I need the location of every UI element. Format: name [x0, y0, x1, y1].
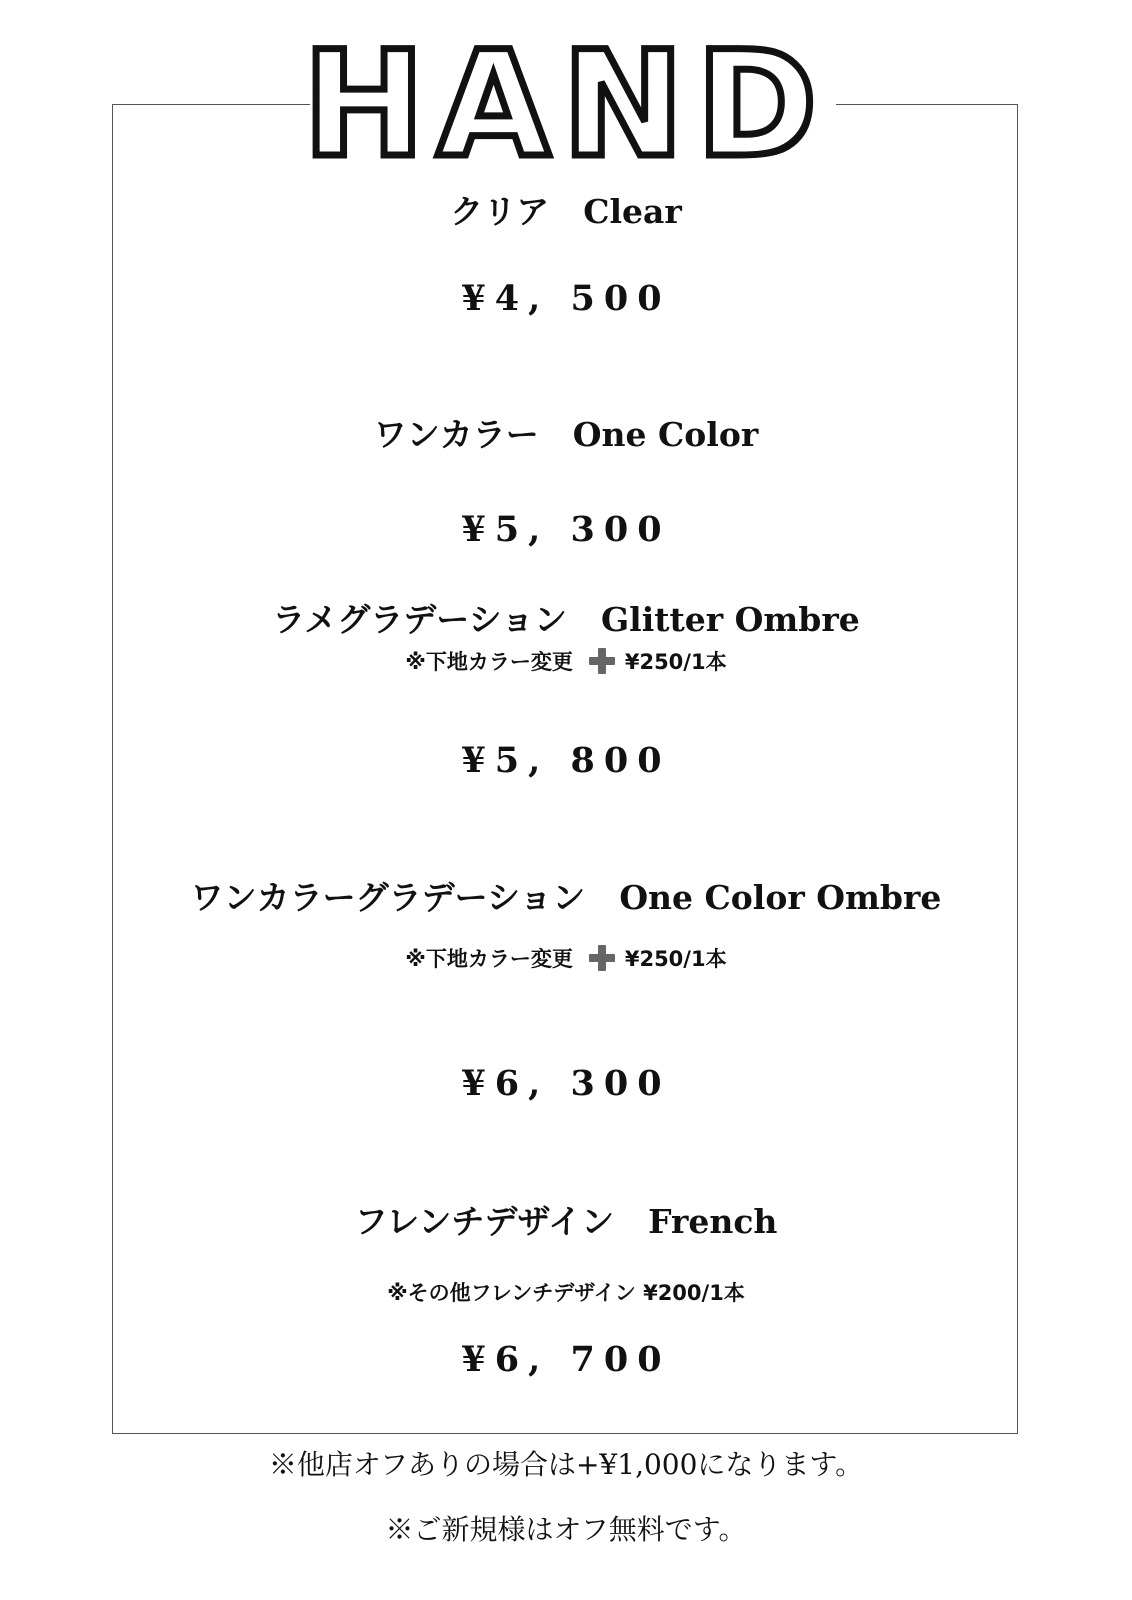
item-glitter-ombre-note-post: ¥250/1本 — [624, 650, 727, 674]
item-clear-name-ja: クリア — [450, 192, 550, 231]
footer-note-other-salon-off: ※他店オフありの場合は+¥1,000になります。 — [268, 1448, 864, 1481]
item-glitter-ombre-name-ja: ラメグラデーション — [272, 600, 567, 639]
item-clear-price: ¥4, 500 — [461, 278, 671, 319]
item-one-color-ombre-name-ja: ワンカラーグラデーション — [190, 878, 586, 917]
item-one-color-ombre-name-en: One Color Ombre — [619, 878, 942, 917]
item-one-color-ombre-note-pre: ※下地カラー変更 — [405, 947, 573, 971]
item-glitter-ombre-price: ¥5, 800 — [461, 740, 671, 781]
item-one-color-price: ¥5, 300 — [461, 509, 671, 550]
item-one-color-ombre-note — [0, 944, 1132, 974]
item-one-color-ombre-name — [0, 876, 1132, 920]
item-one-color-name-en: One Color — [572, 415, 759, 454]
item-glitter-ombre-note-pre: ※下地カラー変更 — [405, 650, 573, 674]
item-one-color-name-ja: ワンカラー — [373, 415, 539, 454]
item-glitter-ombre-note — [0, 647, 1132, 677]
footer-note-new-customer: ※ご新規様はオフ無料です。 — [385, 1513, 747, 1546]
item-one-color-ombre-price: ¥6, 300 — [461, 1063, 671, 1104]
item-french-price: ¥6, 700 — [461, 1339, 671, 1380]
page-title: HAND — [302, 20, 830, 190]
plus-icon — [589, 648, 615, 674]
item-clear-name — [0, 190, 1132, 234]
item-french-name-en: French — [648, 1202, 778, 1241]
item-french-note: ※その他フレンチデザイン ¥200/1本 — [387, 1281, 745, 1305]
item-one-color-ombre-note-post: ¥250/1本 — [624, 947, 727, 971]
item-one-color-name — [0, 413, 1132, 457]
plus-icon — [589, 945, 615, 971]
item-french-name-ja: フレンチデザイン — [354, 1202, 615, 1241]
item-clear-name-en: Clear — [583, 192, 682, 231]
item-glitter-ombre-name — [0, 598, 1132, 642]
item-glitter-ombre-name-en: Glitter Ombre — [600, 600, 860, 639]
item-french-name — [0, 1200, 1132, 1244]
